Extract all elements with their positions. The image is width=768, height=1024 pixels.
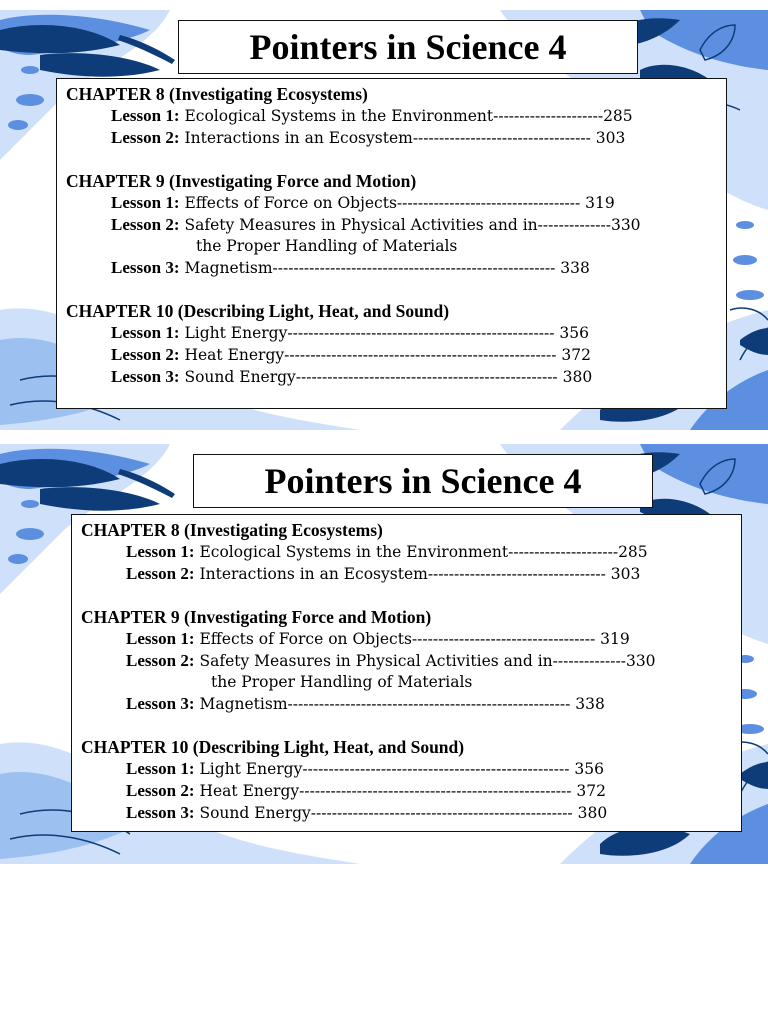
lesson-continuation: the Proper Handling of Materials bbox=[211, 673, 473, 691]
chapter-9 bbox=[66, 170, 717, 279]
table-of-contents bbox=[71, 514, 742, 832]
lesson-label: Lesson 1: bbox=[111, 106, 180, 125]
lesson-entry bbox=[66, 192, 717, 214]
lesson-label: Lesson 3: bbox=[111, 258, 180, 277]
lesson-entry bbox=[66, 257, 717, 279]
lesson-title-page: Interactions in an Ecosystem---------------------------------- 303 bbox=[199, 565, 641, 583]
lesson-label: Lesson 2: bbox=[111, 215, 180, 234]
lesson-title-page: Effects of Force on Objects----------------------------------- 319 bbox=[199, 630, 630, 648]
toc-card bbox=[0, 444, 768, 864]
lesson-label: Lesson 3: bbox=[126, 803, 195, 822]
lesson-entry bbox=[66, 366, 717, 388]
lesson-label: Lesson 2: bbox=[111, 345, 180, 364]
lesson-label: Lesson 2: bbox=[126, 564, 195, 583]
title-banner bbox=[178, 20, 638, 74]
lesson-title-page: Heat Energy---------------------------------------------------- 372 bbox=[184, 346, 591, 364]
lesson-entry bbox=[81, 650, 732, 672]
chapter-10 bbox=[81, 736, 732, 824]
lesson-title-page: Magnetism------------------------------------------------------ 338 bbox=[199, 695, 605, 713]
lesson-continuation: the Proper Handling of Materials bbox=[196, 237, 458, 255]
lesson-title-page: Interactions in an Ecosystem---------------------------------- 303 bbox=[184, 129, 626, 147]
page-title: Pointers in Science 4 bbox=[249, 27, 567, 67]
lesson-title-page: Light Energy--------------------------------------------------- 356 bbox=[199, 760, 604, 778]
chapter-8 bbox=[66, 83, 717, 149]
lesson-entry bbox=[81, 802, 732, 824]
lesson-entry bbox=[81, 541, 732, 563]
lesson-title-page: Safety Measures in Physical Activities and in--------------330 bbox=[199, 652, 656, 670]
lesson-title-page: Ecological Systems in the Environment---------------------285 bbox=[184, 107, 633, 125]
lesson-entry bbox=[81, 693, 732, 715]
lesson-entry bbox=[81, 563, 732, 585]
lesson-label: Lesson 1: bbox=[111, 323, 180, 342]
chapter-heading: CHAPTER 9 (Investigating Force and Motion) bbox=[66, 171, 417, 191]
title-banner bbox=[193, 454, 653, 508]
chapter-heading: CHAPTER 10 (Describing Light, Heat, and Sound) bbox=[66, 301, 450, 321]
lesson-entry bbox=[81, 758, 732, 780]
lesson-label: Lesson 3: bbox=[111, 367, 180, 386]
lesson-title-page: Ecological Systems in the Environment---------------------285 bbox=[199, 543, 648, 561]
lesson-label: Lesson 2: bbox=[126, 651, 195, 670]
lesson-title-page: Heat Energy---------------------------------------------------- 372 bbox=[199, 782, 606, 800]
lesson-entry bbox=[81, 628, 732, 650]
lesson-label: Lesson 1: bbox=[111, 193, 180, 212]
lesson-label: Lesson 1: bbox=[126, 759, 195, 778]
chapter-heading: CHAPTER 10 (Describing Light, Heat, and Sound) bbox=[81, 737, 465, 757]
chapter-heading: CHAPTER 8 (Investigating Ecosystems) bbox=[66, 84, 368, 104]
lesson-label: Lesson 1: bbox=[126, 542, 195, 561]
lesson-title-page: Sound Energy-------------------------------------------------- 380 bbox=[199, 804, 608, 822]
lesson-title-page: Safety Measures in Physical Activities and in--------------330 bbox=[184, 216, 641, 234]
lesson-entry bbox=[66, 105, 717, 127]
lesson-label: Lesson 2: bbox=[126, 781, 195, 800]
table-of-contents bbox=[56, 78, 727, 409]
chapter-heading: CHAPTER 9 (Investigating Force and Motion) bbox=[81, 607, 432, 627]
lesson-title-page: Magnetism------------------------------------------------------ 338 bbox=[184, 259, 590, 277]
toc-card bbox=[0, 10, 768, 430]
page-title: Pointers in Science 4 bbox=[264, 461, 582, 501]
lesson-title-page: Effects of Force on Objects----------------------------------- 319 bbox=[184, 194, 615, 212]
lesson-entry bbox=[81, 780, 732, 802]
chapter-9 bbox=[81, 606, 732, 715]
lesson-label: Lesson 1: bbox=[126, 629, 195, 648]
chapter-8 bbox=[81, 519, 732, 585]
lesson-entry bbox=[66, 344, 717, 366]
lesson-label: Lesson 2: bbox=[111, 128, 180, 147]
chapter-heading: CHAPTER 8 (Investigating Ecosystems) bbox=[81, 520, 383, 540]
lesson-entry bbox=[66, 127, 717, 149]
lesson-title-page: Sound Energy-------------------------------------------------- 380 bbox=[184, 368, 593, 386]
lesson-entry bbox=[66, 322, 717, 344]
lesson-title-page: Light Energy--------------------------------------------------- 356 bbox=[184, 324, 589, 342]
lesson-entry bbox=[66, 214, 717, 236]
lesson-label: Lesson 3: bbox=[126, 694, 195, 713]
chapter-10 bbox=[66, 300, 717, 388]
